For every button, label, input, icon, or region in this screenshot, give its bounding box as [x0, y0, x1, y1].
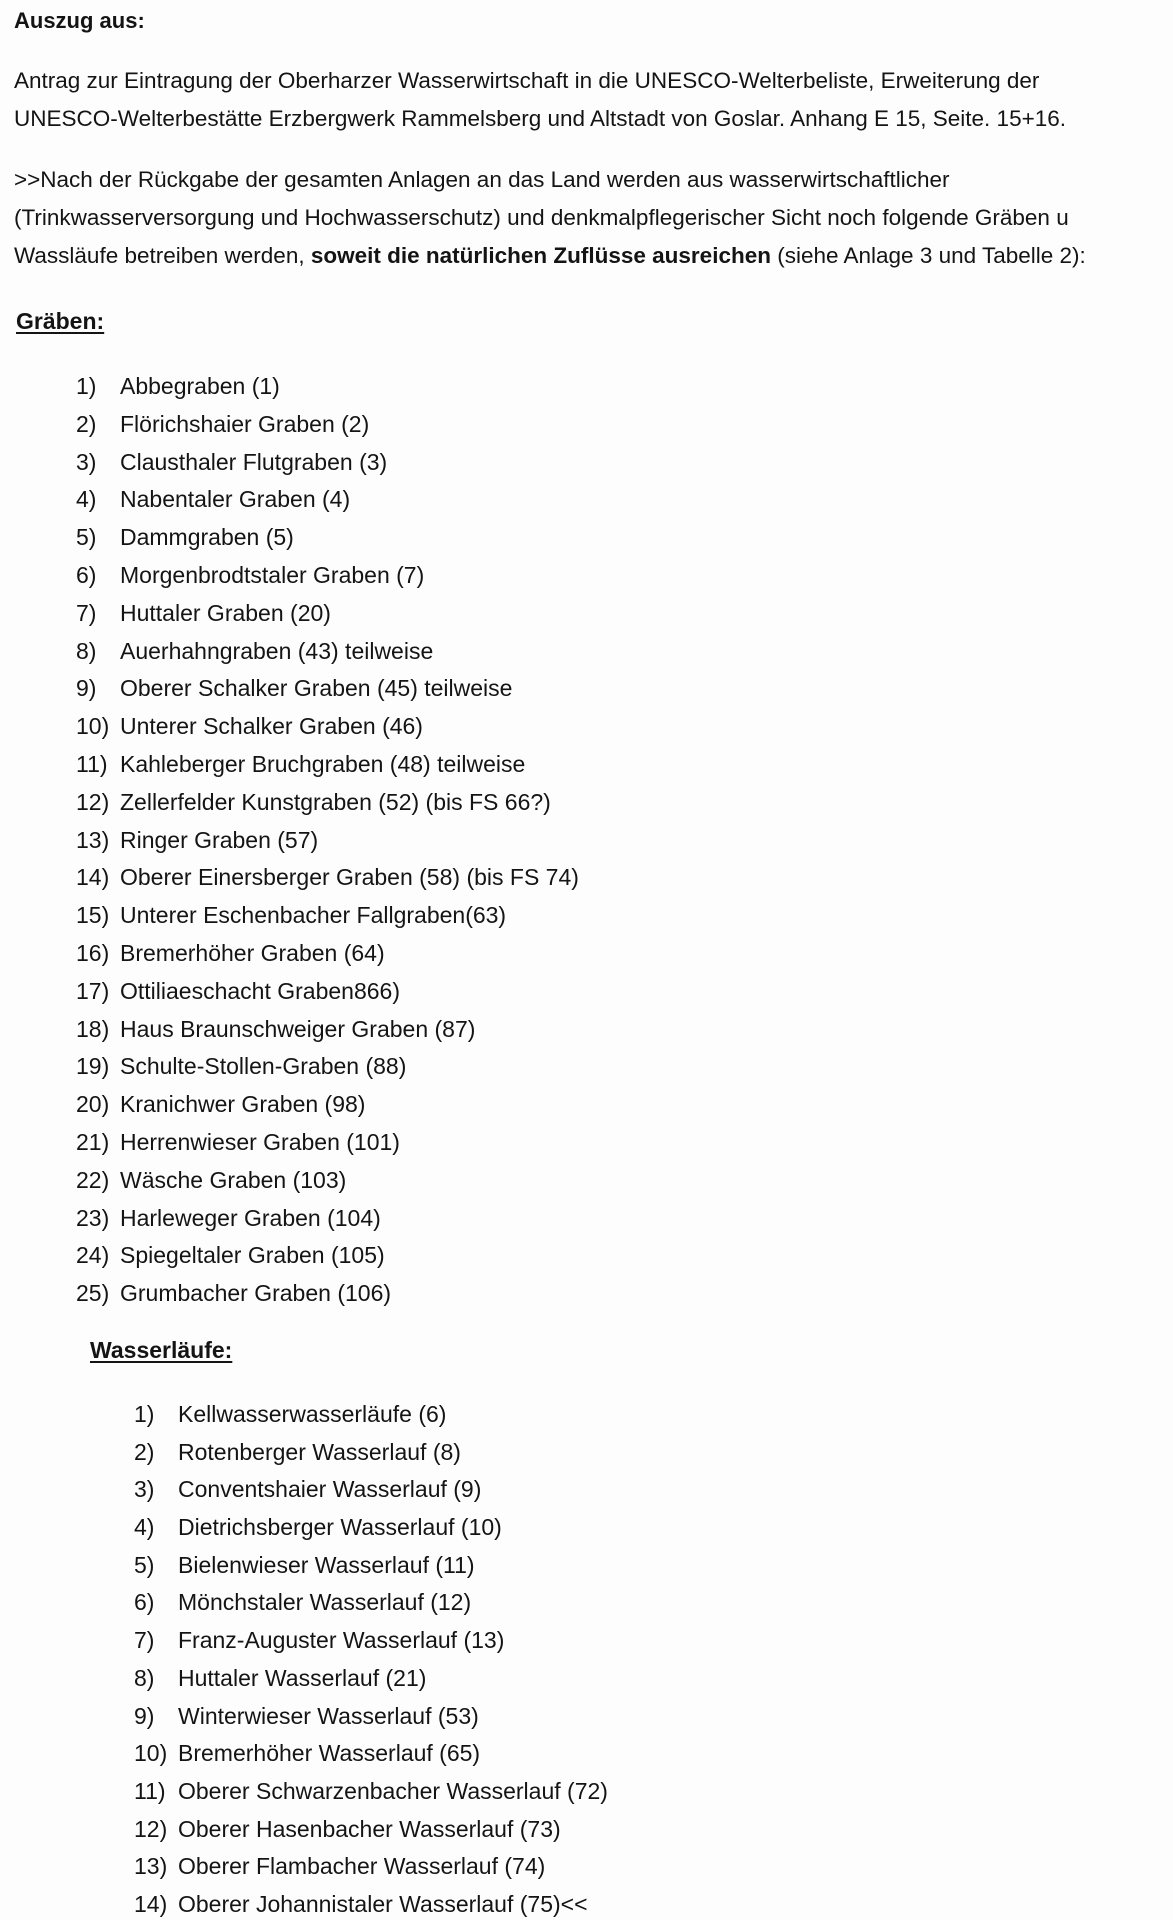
list-item — [76, 557, 579, 595]
item-number: 7) — [76, 599, 97, 626]
item-text: Huttaler Graben (20) — [120, 599, 331, 626]
quote-line-3 — [14, 237, 1086, 275]
quote-line-3-prefix: Wassläufe betreiben werden, — [14, 243, 311, 268]
item-text: Huttaler Wasserlauf (21) — [178, 1664, 427, 1691]
list-item — [76, 1048, 579, 1086]
list-item — [76, 1200, 579, 1238]
item-number: 23) — [76, 1204, 110, 1231]
item-number: 8) — [134, 1664, 155, 1691]
item-text: Clausthaler Flutgraben (3) — [120, 448, 388, 475]
item-number: 3) — [76, 448, 97, 475]
item-number: 5) — [76, 524, 97, 551]
item-text: Unterer Eschenbacher Fallgraben(63) — [120, 902, 507, 929]
item-text: Schulte-Stollen-Graben (88) — [120, 1053, 407, 1080]
item-number: 12) — [134, 1815, 168, 1842]
excerpt-label: Auszug aus: — [14, 8, 145, 33]
item-number: 14) — [134, 1890, 168, 1917]
item-text: Flörichshaier Graben (2) — [120, 410, 370, 437]
item-text: Wäsche Graben (103) — [120, 1166, 347, 1193]
list-item — [76, 670, 579, 708]
item-text: Oberer Hasenbacher Wasserlauf (73) — [178, 1815, 561, 1842]
item-number: 8) — [76, 637, 97, 664]
list-item — [76, 444, 579, 482]
wasserlaeufe-heading: Wasserläufe: — [90, 1337, 233, 1363]
list-item — [76, 481, 579, 519]
item-text: Haus Braunschweiger Graben (87) — [120, 1015, 476, 1042]
graeben-list — [76, 368, 579, 1313]
item-text: Mönchstaler Wasserlauf (12) — [178, 1589, 472, 1616]
item-text: Rotenberger Wasserlauf (8) — [178, 1438, 461, 1465]
item-number: 9) — [134, 1702, 155, 1729]
item-text: Unterer Schalker Graben (46) — [120, 713, 423, 740]
item-text: Grumbacher Graben (106) — [120, 1280, 392, 1307]
item-number: 11) — [76, 750, 108, 777]
item-number: 21) — [76, 1128, 110, 1155]
item-text: Morgenbrodtstaler Graben (7) — [120, 561, 425, 588]
list-item — [134, 1396, 608, 1434]
item-number: 13) — [76, 826, 110, 853]
item-text: Oberer Johannistaler Wasserlauf (75)<< — [178, 1890, 588, 1917]
list-item — [76, 1124, 579, 1162]
list-item — [76, 935, 579, 973]
item-text: Ringer Graben (57) — [120, 826, 319, 853]
item-text: Dammgraben (5) — [120, 524, 294, 551]
list-item — [76, 368, 579, 406]
item-number: 13) — [134, 1853, 168, 1880]
list-item — [134, 1886, 608, 1924]
list-item — [134, 1471, 608, 1509]
item-number: 11) — [134, 1777, 166, 1804]
list-item — [76, 1086, 579, 1124]
item-text: Ottiliaeschacht Graben866) — [120, 977, 400, 1004]
item-text: Franz-Auguster Wasserlauf (13) — [178, 1627, 505, 1654]
item-number: 20) — [76, 1091, 110, 1118]
quote-line-2: (Trinkwasserversorgung und Hochwasserschutz) und denkmalpflegerischer Sicht noch folgende Gräben u — [14, 205, 1069, 230]
item-text: Bremerhöher Graben (64) — [120, 939, 385, 966]
item-number: 19) — [76, 1053, 110, 1080]
source-line-1: Antrag zur Eintragung der Oberharzer Wasserwirtschaft in die UNESCO-Welterbeliste, Erweiterung der — [14, 68, 1040, 93]
item-number: 14) — [76, 864, 110, 891]
item-number: 6) — [76, 561, 97, 588]
item-number: 2) — [134, 1438, 155, 1465]
item-number: 17) — [76, 977, 110, 1004]
item-text: Oberer Schalker Graben (45) teilweise — [120, 675, 513, 702]
list-item — [76, 708, 579, 746]
list-item — [76, 1275, 579, 1313]
list-item — [76, 633, 579, 671]
quote-emphasis: soweit die natürlichen Zuflüsse ausreichen — [310, 243, 771, 268]
item-number: 1) — [76, 373, 97, 399]
item-text: Oberer Schwarzenbacher Wasserlauf (72) — [178, 1777, 608, 1804]
item-number: 15) — [76, 902, 110, 929]
item-text: Conventshaier Wasserlauf (9) — [178, 1476, 482, 1503]
item-number: 3) — [134, 1476, 155, 1503]
list-item — [76, 822, 579, 860]
item-text: Winterwieser Wasserlauf (53) — [178, 1702, 479, 1729]
item-text: Bremerhöher Wasserlauf (65) — [178, 1740, 481, 1767]
item-number: 10) — [76, 713, 110, 740]
list-item — [134, 1584, 608, 1622]
wasserlaeufe-list — [134, 1396, 608, 1924]
source-line-2: UNESCO-Welterbestätte Erzbergwerk Rammelsberg und Altstadt von Goslar. Anhang E 15, Seite. 15+16. — [14, 106, 1066, 131]
item-text: Zellerfelder Kunstgraben (52) (bis FS 66?) — [120, 788, 551, 815]
list-item — [76, 406, 579, 444]
item-number: 2) — [76, 410, 97, 437]
list-item — [134, 1811, 608, 1849]
item-text: Oberer Einersberger Graben (58) (bis FS 74) — [120, 864, 579, 891]
item-number: 22) — [76, 1166, 110, 1193]
item-text: Spiegeltaler Graben (105) — [120, 1242, 385, 1269]
list-item — [134, 1547, 608, 1585]
item-text: Herrenwieser Graben (101) — [120, 1128, 400, 1155]
item-text: Kahleberger Bruchgraben (48) teilweise — [120, 750, 526, 777]
list-item — [134, 1848, 608, 1886]
item-text: Dietrichsberger Wasserlauf (10) — [178, 1514, 502, 1541]
source-reference — [14, 62, 1066, 138]
quote-line-1: >>Nach der Rückgabe der gesamten Anlagen an das Land werden aus wasserwirtschaftlicher — [14, 167, 950, 192]
item-number: 6) — [134, 1589, 155, 1616]
list-item — [76, 519, 579, 557]
item-number: 12) — [76, 788, 110, 815]
list-item — [76, 1162, 579, 1200]
item-text: Harleweger Graben (104) — [120, 1204, 381, 1231]
list-item — [76, 746, 579, 784]
item-number: 9) — [76, 675, 97, 702]
item-number: 16) — [76, 939, 110, 966]
item-text: Bielenwieser Wasserlauf (11) — [178, 1551, 475, 1578]
list-item — [76, 859, 579, 897]
list-item — [76, 897, 579, 935]
list-item — [134, 1434, 608, 1472]
item-text: Auerhahngraben (43) teilweise — [120, 637, 434, 664]
list-item — [134, 1622, 608, 1660]
item-text: Kellwasserwasserläufe (6) — [178, 1401, 447, 1427]
list-item — [134, 1735, 608, 1773]
item-number: 18) — [76, 1015, 110, 1042]
item-text: Nabentaler Graben (4) — [120, 486, 351, 513]
item-number: 24) — [76, 1242, 110, 1269]
list-item — [134, 1660, 608, 1698]
graeben-heading: Gräben: — [16, 308, 105, 334]
list-item — [76, 1011, 579, 1049]
item-number: 7) — [134, 1627, 155, 1654]
list-item — [76, 1237, 579, 1275]
list-item — [76, 595, 579, 633]
item-number: 25) — [76, 1280, 110, 1307]
list-item — [134, 1698, 608, 1736]
list-item — [76, 973, 579, 1011]
item-number: 10) — [134, 1740, 168, 1767]
item-text: Abbegraben (1) — [120, 373, 280, 399]
quoted-paragraph — [14, 161, 1086, 275]
list-item — [134, 1509, 608, 1547]
item-number: 1) — [134, 1401, 155, 1427]
item-text: Oberer Flambacher Wasserlauf (74) — [178, 1853, 546, 1880]
list-item — [134, 1773, 608, 1811]
quote-line-3-suffix: (siehe Anlage 3 und Tabelle 2): — [770, 243, 1086, 268]
list-item — [76, 784, 579, 822]
item-number: 4) — [76, 486, 97, 513]
item-text: Kranichwer Graben (98) — [120, 1091, 366, 1118]
item-number: 5) — [134, 1551, 155, 1578]
item-number: 4) — [134, 1514, 155, 1541]
